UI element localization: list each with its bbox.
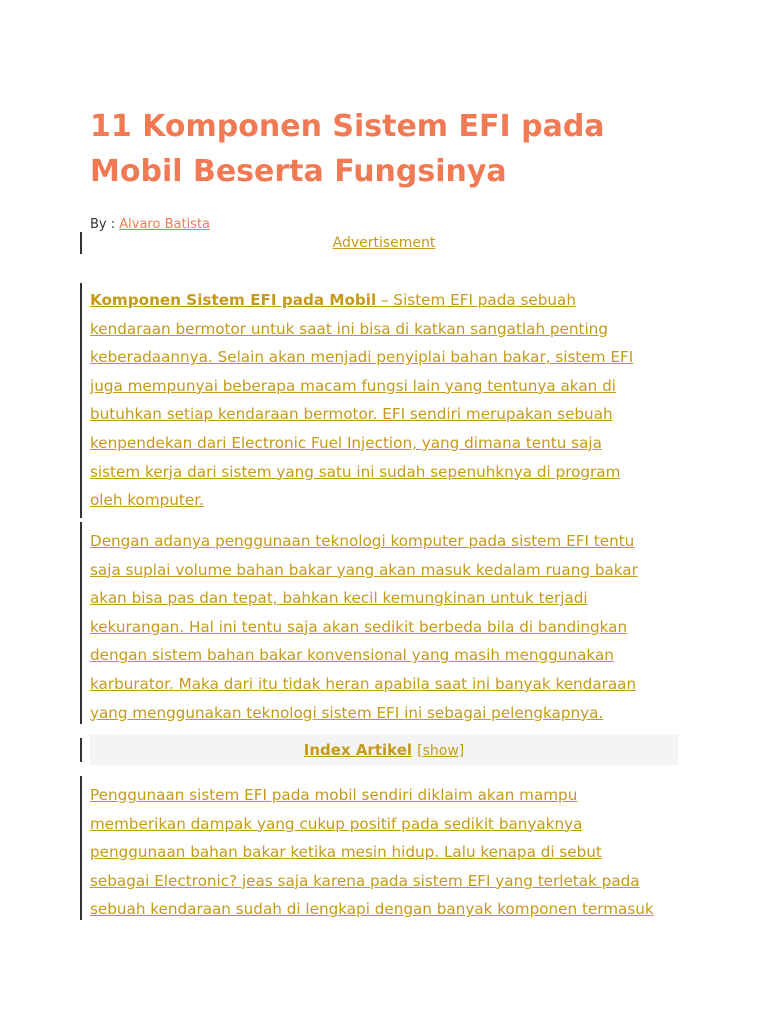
- paragraph-line: juga mempunyai beberapa macam fungsi lain yang tentunya akan di: [90, 376, 616, 395]
- toc-title: Index Artikel: [303, 741, 413, 759]
- paragraph-line: kendaraan bermotor untuk saat ini bisa di katkan sangatlah penting: [90, 319, 608, 338]
- advertisement-link[interactable]: Advertisement: [332, 235, 436, 251]
- paragraph-line: memberikan dampak yang cukup positif pada sedikit banyaknya: [90, 814, 583, 833]
- paragraph-line: Dengan adanya penggunaan teknologi komputer pada sistem EFI tentu: [90, 532, 635, 550]
- paragraph-line: akan bisa pas dan tepat, bahkan kecil kemungkinan untuk terjadi: [90, 589, 588, 608]
- paragraph-line: oleh komputer.: [90, 491, 204, 510]
- title-line: 11 Komponen Sistem EFI pada: [90, 109, 605, 144]
- lead-link[interactable]: Komponen Sistem EFI pada Mobil: [90, 291, 377, 309]
- left-rule: [80, 738, 82, 762]
- paragraph-line: sistem kerja dari sistem yang satu ini sudah sepenuhknya di program: [90, 462, 621, 481]
- paragraph-line: yang menggunakan teknologi sistem EFI ini sebagai pelengkapnya.: [90, 703, 604, 722]
- paragraph-line: sebuah kendaraan sudah di lengkapi dengan banyak komponen termasuk: [90, 900, 654, 919]
- paragraph-line: Penggunaan sistem EFI pada mobil sendiri diklaim akan mampu: [90, 786, 578, 804]
- toc-show-toggle[interactable]: [show]: [417, 743, 465, 759]
- paragraph-1[interactable]: [90, 286, 678, 515]
- left-rule: [80, 522, 82, 724]
- paragraph-line: dengan sistem bahan bakar konvensional yang masih menggunakan: [90, 646, 614, 665]
- title-line: Mobil Beserta Fungsinya: [90, 154, 507, 189]
- paragraph-2[interactable]: [90, 527, 678, 727]
- left-rule: [80, 776, 82, 920]
- paragraph-line: keberadaannya. Selain akan menjadi penyiplai bahan bakar, sistem EFI: [90, 348, 634, 367]
- table-of-contents: [90, 735, 678, 765]
- paragraph-line: butuhkan setiap kendaraan bermotor. EFI sendiri merupakan sebuah: [90, 405, 613, 424]
- byline-prefix: By :: [90, 217, 116, 232]
- left-rule: [80, 283, 82, 518]
- author-link[interactable]: Alvaro Batista: [119, 217, 211, 232]
- paragraph-line: – Sistem EFI pada sebuah: [376, 291, 576, 309]
- paragraph-line: saja suplai volume bahan bakar yang akan masuk kedalam ruang bakar: [90, 560, 638, 579]
- paragraph-line: kekurangan. Hal ini tentu saja akan sedikit berbeda bila di bandingkan: [90, 617, 628, 636]
- paragraph-line: sebagai Electronic? jeas saja karena pada sistem EFI yang terletak pada: [90, 871, 640, 890]
- paragraph-line: karburator. Maka dari itu tidak heran apabila saat ini banyak kendaraan: [90, 674, 637, 693]
- paragraph-line: kenpendekan dari Electronic Fuel Injection, yang dimana tentu saja: [90, 433, 602, 452]
- paragraph-3[interactable]: [90, 781, 678, 924]
- byline: [90, 216, 210, 234]
- page-title: [90, 104, 690, 194]
- paragraph-line: penggunaan bahan bakar ketika mesin hidup. Lalu kenapa di sebut: [90, 843, 602, 862]
